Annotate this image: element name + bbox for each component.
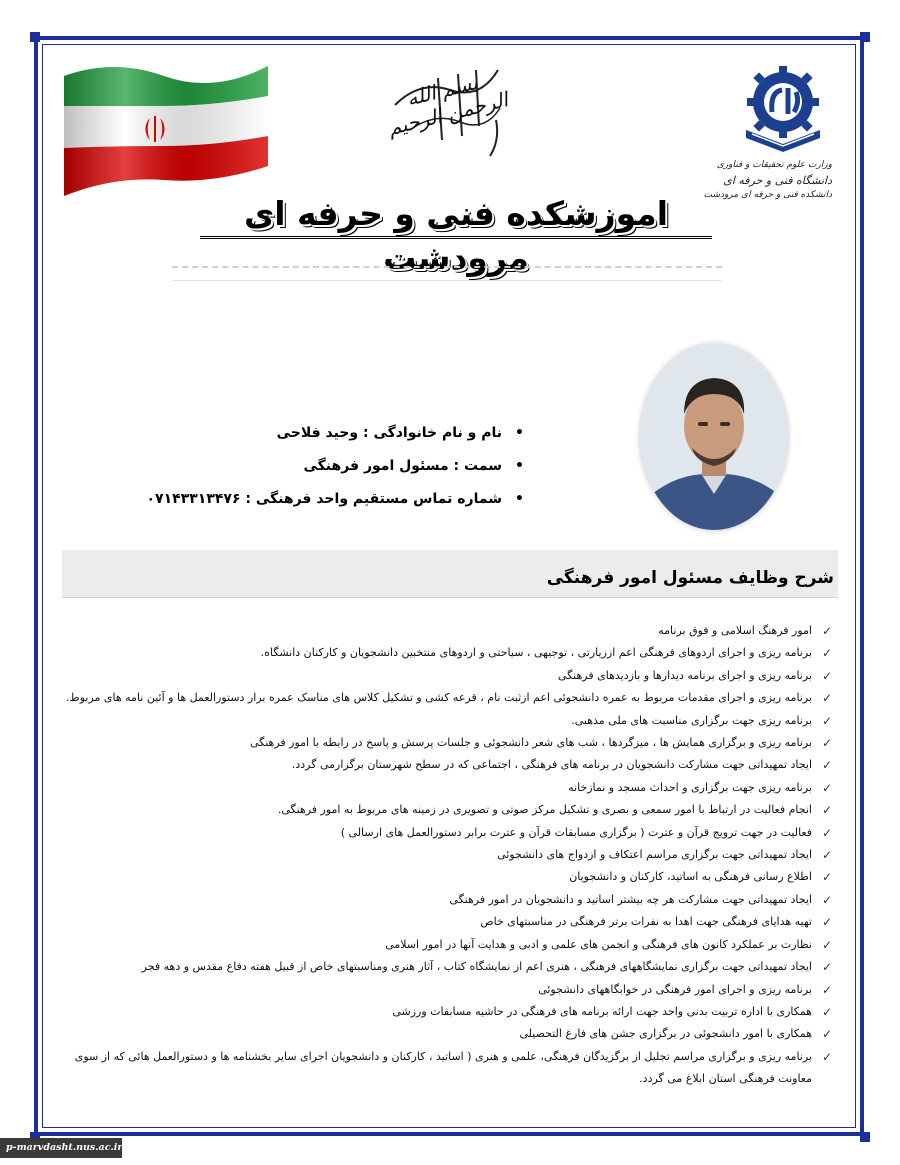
- duty-item: [66, 911, 836, 933]
- duty-item: [66, 754, 836, 776]
- contact-info-list: [146, 420, 526, 519]
- duty-item: [66, 620, 836, 642]
- checkmark-icon: ✓: [821, 848, 832, 863]
- logo-caption-line: دانشگاه فنی و حرفه ای: [723, 174, 832, 187]
- duty-item-text: فعالیت در جهت ترویج قرآن و عترت ( برگزاری مسابقات قرآن و عترت برابر دستورالعمل های ارسالی ): [340, 825, 812, 839]
- basmala-text: بسم الله الرحمن الرحیم: [385, 69, 511, 141]
- phone-line: • شماره تماس مستقیم واحد فرهنگی : ۰۷۱۴۳۳۱۳۴۷۶: [180, 486, 526, 519]
- duty-item-text: برنامه ریزی و برگزاری مراسم تجلیل از برگزیدگان فرهنگی، علمی و هنری ( اساتید ، کارکنان و دانشجویان اجرای سایر بخشنامه ها و دستورالعمل هائی که از سوی معاونت فرهنگی استان ابلاغ می گردد.: [74, 1049, 812, 1086]
- checkmark-icon: ✓: [821, 646, 832, 661]
- position-line: • سمت : مسئول امور فرهنگی: [180, 453, 526, 486]
- iran-flag-image: [64, 62, 268, 196]
- border-corner: [860, 1132, 870, 1142]
- checkmark-icon: ✓: [821, 915, 832, 930]
- checkmark-icon: ✓: [821, 713, 832, 728]
- duty-item-text: انجام فعالیت در ارتباط با امور سمعی و بصری و تشکیل مرکز صوتی و تصویری در زمینه های مربوط به امور فرهنگی.: [277, 803, 812, 817]
- checkmark-icon: ✓: [821, 691, 832, 706]
- border-corner: [860, 32, 870, 42]
- basmala-calligraphy: [380, 60, 510, 170]
- duty-item-text: همکاری با امور دانشجوئی در برگزاری جشن های فارغ التحصیلی: [519, 1027, 812, 1041]
- checkmark-icon: ✓: [821, 1049, 832, 1064]
- checkmark-icon: ✓: [821, 960, 832, 975]
- checkmark-icon: ✓: [821, 803, 832, 818]
- checkmark-icon: ✓: [821, 668, 832, 683]
- duty-item: [66, 732, 836, 754]
- checkmark-icon: ✓: [821, 624, 832, 638]
- duty-item: [66, 889, 836, 911]
- footer-url: p-marvdasht.nus.ac.ir: [0, 1138, 122, 1158]
- checkmark-icon: ✓: [821, 758, 832, 773]
- duty-item-text: تهیه هدایای فرهنگی جهت اهدا به نفرات برتر فرهنگی در مناسبتهای خاص: [480, 915, 812, 929]
- logo-caption-line: وزارت علوم تحقیقات و فناوری: [716, 160, 832, 170]
- name-line: • نام و نام خانوادگی : وحید فلاحی: [180, 420, 526, 453]
- university-logo: [738, 62, 828, 152]
- duty-item-text: همکاری با اداره تربیت بدنی واحد جهت ارائه برنامه های فرهنگی در حاشیه مسابقات ورزشی: [392, 1004, 812, 1018]
- checkmark-icon: ✓: [821, 937, 832, 952]
- duty-item: [66, 710, 836, 732]
- duty-item-text: برنامه ریزی و اجرای مقدمات مربوط به عمره دانشجوئی اعم ازثبت نام ، قرعه کشی و تشکیل کلاس های مناسک عمره برار دستورالعمل ها و آئین نامه های مربوط.: [66, 691, 812, 705]
- duty-item: [66, 1046, 836, 1091]
- checkmark-icon: ✓: [821, 870, 832, 885]
- duty-item-text: ایجاد تمهیداتی جهت مشارکت هر چه بیشتر اساتید و دانشجویان در امور فرهنگی: [449, 892, 812, 906]
- profile-photo: [640, 344, 788, 530]
- duty-item: [66, 665, 836, 687]
- checkmark-icon: ✓: [821, 1004, 832, 1019]
- duties-heading: شرح وظایف مسئول امور فرهنگی: [62, 550, 838, 598]
- duty-item-text: ایجاد تمهیداتی جهت برگزاری نمایشگاههای فرهنگی ، هنری اعم از نمایشگاه کتاب ، آثار هنری ومناسبتهای خاص از قبیل هفته دفاع مقدس و دهه فجر: [141, 960, 812, 974]
- duty-item: [66, 1001, 836, 1023]
- border-corner: [30, 32, 40, 42]
- checkmark-icon: ✓: [821, 1027, 832, 1042]
- duty-item-text: برنامه ریزی و اجرای امور فرهنگی در خوابگاههای دانشجوئی: [538, 982, 812, 996]
- duty-item-text: نظارت بر عملکرد کانون های فرهنگی و انجمن های علمی و ادبی و هدایت آنها در امور اسلامی: [385, 937, 812, 951]
- logo-caption-line: دانشکده فنی و حرفه ای مرودشت: [703, 190, 832, 200]
- duty-item: [66, 1023, 836, 1045]
- decorative-faded-line: [172, 266, 722, 281]
- duty-item-text: برنامه ریزی و اجرای برنامه دیدارها و بازدیدهای فرهنگی: [557, 668, 812, 682]
- checkmark-icon: ✓: [821, 780, 832, 795]
- checkmark-icon: ✓: [821, 892, 832, 907]
- checkmark-icon: ✓: [821, 825, 832, 840]
- duty-item: [66, 866, 836, 888]
- duty-item-text: اطلاع رسانی فرهنگی به اساتید، کارکنان و دانشجویان: [569, 870, 812, 884]
- duty-item-text: برنامه ریزی و برگزاری همایش ها ، میزگردها ، شب های شعر دانشجوئی و جلسات پرسش و پاسخ در رابطه با امور فرهنگی: [249, 736, 812, 750]
- duty-item-text: برنامه ریزی جهت برگزاری و احداث مسجد و نمازخانه: [568, 780, 812, 794]
- checkmark-icon: ✓: [821, 736, 832, 751]
- duties-list: [66, 620, 836, 1091]
- duty-item: [66, 979, 836, 1001]
- duty-item: [66, 799, 836, 821]
- checkmark-icon: ✓: [821, 982, 832, 997]
- duty-item-text: برنامه ریزی و اجرای اردوهای فرهنگی اعم اززیارتی ، توجیهی ، سیاحتی و اردوهای منتخبین دانشجویان و کارکنان دانشگاه.: [260, 646, 812, 660]
- school-title: اموزشکده فنی و حرفه ای مرودشت: [200, 192, 712, 239]
- duty-item: [66, 822, 836, 844]
- duty-item-text: امور فرهنگ اسلامی و فوق برنامه: [658, 624, 812, 637]
- duty-item: [66, 934, 836, 956]
- duty-item-text: برنامه ریزی جهت برگزاری مناسبت های ملی مذهبی.: [571, 713, 812, 727]
- logo-caption: [703, 158, 832, 203]
- duty-item: [66, 844, 836, 866]
- duty-item-text: ایجاد تمهیداتی جهت مشارکت دانشجویان در برنامه های فرهنگی ، اجتماعی که در سطح شهرستان برگزارمی گردد.: [291, 758, 812, 772]
- duty-item: [66, 687, 836, 709]
- duty-item: [66, 777, 836, 799]
- duty-item: [66, 642, 836, 664]
- duty-item: [66, 956, 836, 978]
- duty-item-text: ایجاد تمهیداتی جهت برگزاری مراسم اعتکاف و ازدواج های دانشجوئی: [497, 848, 812, 862]
